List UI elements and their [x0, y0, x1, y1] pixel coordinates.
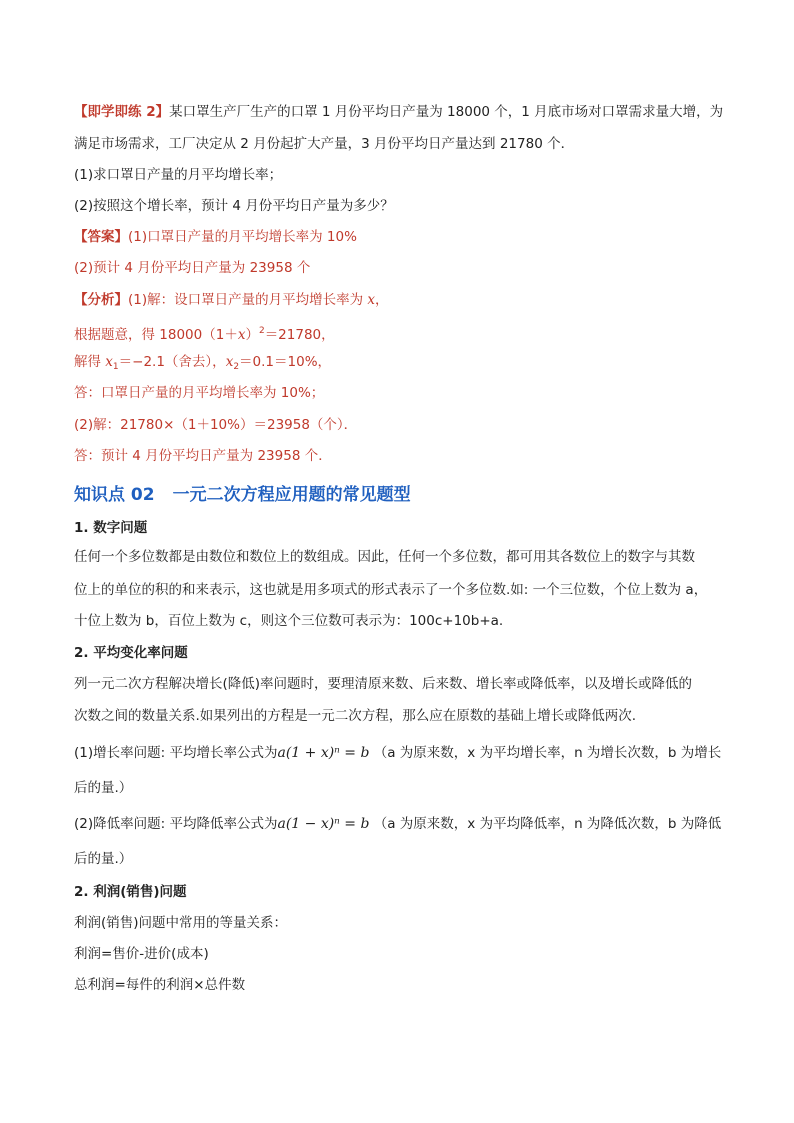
topic-1-line-2: 位上的单位的积的和来表示，这也就是用多项式的形式表示了一个多位数.如: 一个三位数，个位上数为 a， — [74, 582, 708, 598]
answer-line-2: (2)预计 4 月份平均日产量为 23958 个 — [74, 260, 311, 276]
analysis-line-2 — [74, 321, 335, 345]
analysis-tag: 【分析】 — [74, 292, 128, 308]
section-number: 知识点 02 — [74, 485, 155, 505]
analysis-text-1: (1)解：设口罩日产量的月平均增长率为 — [128, 292, 368, 308]
question-1: (1)求口罩日产量的月平均增长率； — [74, 167, 283, 183]
question-2: (2)按照这个增长率，预计 4 月份平均日产量为多少？ — [74, 198, 394, 214]
growth-rate-label: (1)增长率问题: 平均增长率公式为 — [74, 745, 278, 761]
growth-rate-note: （a 为原来数，x 为平均增长率，n 为增长次数，b 为增长 — [369, 745, 722, 761]
analysis-text-1-end: ， — [375, 292, 389, 308]
topic-3-line-3: 总利润=每件的利润×总件数 — [74, 977, 246, 993]
topic-3-line-1: 利润(销售)问题中常用的等量关系： — [74, 915, 288, 931]
answer-line-1 — [74, 227, 357, 247]
topic-1-line-1: 任何一个多位数都是由数位和数位上的数组成。因此，任何一个多位数，都可用其各数位上的数字与其数 — [74, 549, 695, 565]
analysis-text-2-paren: ） — [245, 327, 259, 343]
practice-line-1 — [74, 102, 723, 122]
var-x: x — [237, 327, 246, 343]
topic-1-line-3: 十位上数为 b，百位上数为 c，则这个三位数可表示为：100c+10b+a. — [74, 613, 504, 629]
answer-text-1: (1)口罩日产量的月平均增长率为 10% — [128, 229, 357, 245]
section-title: 一元二次方程应用题的常见题型 — [172, 485, 411, 505]
analysis-line-6: 答：预计 4 月份平均日产量为 23958 个． — [74, 448, 332, 464]
practice-text-1: 某口罩生产厂生产的口罩 1 月份平均日产量为 18000 个，1 月底市场对口罩需求量大增，为 — [169, 104, 724, 120]
analysis-line-3 — [74, 352, 331, 377]
topic-2-line-1: 列一元二次方程解决增长(降低)率问题时，要理清原来数、后来数、增长率或降低率，以及增长或降低的 — [74, 676, 693, 692]
var-x: x — [367, 292, 376, 308]
var-x2: x — [225, 354, 234, 370]
topic-2-title: 2. 平均变化率问题 — [74, 645, 188, 661]
answer-tag: 【答案】 — [74, 229, 128, 245]
analysis-line-4: 答：口罩日产量的月平均增长率为 10%； — [74, 385, 325, 401]
practice-tag: 【即学即练 2】 — [74, 104, 170, 120]
topic-2-line-2: 次数之间的数量关系.如果列出的方程是一元二次方程，那么应在原数的基础上增长或降低两次. — [74, 708, 637, 724]
decline-rate-note: （a 为原来数，x 为平均降低率，n 为降低次数，b 为降低 — [369, 816, 722, 832]
decline-rate-cont: 后的量.） — [74, 851, 133, 867]
topic-3-line-2: 利润=售价-进价(成本) — [74, 946, 209, 962]
decline-formula: a(1 − x)ⁿ = b — [277, 816, 370, 832]
practice-line-2: 满足市场需求，工厂决定从 2 月份起扩大产量，3 月份平均日产量达到 21780 个． — [74, 136, 575, 152]
decline-rate-line — [74, 814, 721, 834]
analysis-text-2: 根据题意，得 18000（1＋ — [74, 327, 238, 343]
topic-1-title: 1. 数字问题 — [74, 520, 148, 536]
decline-rate-label: (2)降低率问题: 平均降低率公式为 — [74, 816, 278, 832]
growth-rate-line — [74, 743, 721, 763]
analysis-line-1 — [74, 290, 389, 310]
analysis-text-3b: ＝−2.1（舍去）， — [118, 354, 226, 370]
analysis-text-3c: ＝0.1＝10%， — [239, 354, 332, 370]
subscript-1: 1 — [112, 362, 119, 372]
growth-formula: a(1 + x)ⁿ = b — [277, 745, 370, 761]
exponent: 2 — [258, 326, 265, 336]
topic-3-title: 2. 利润(销售)问题 — [74, 884, 187, 900]
analysis-text-2-end: ＝21780， — [264, 327, 335, 343]
analysis-line-5: (2)解：21780×（1＋10%）＝23958（个）． — [74, 417, 358, 433]
growth-rate-cont: 后的量.） — [74, 780, 133, 796]
section-heading — [74, 480, 411, 505]
subscript-2: 2 — [233, 362, 240, 372]
var-x1: x — [105, 354, 113, 370]
analysis-text-3a: 解得 — [74, 354, 106, 370]
